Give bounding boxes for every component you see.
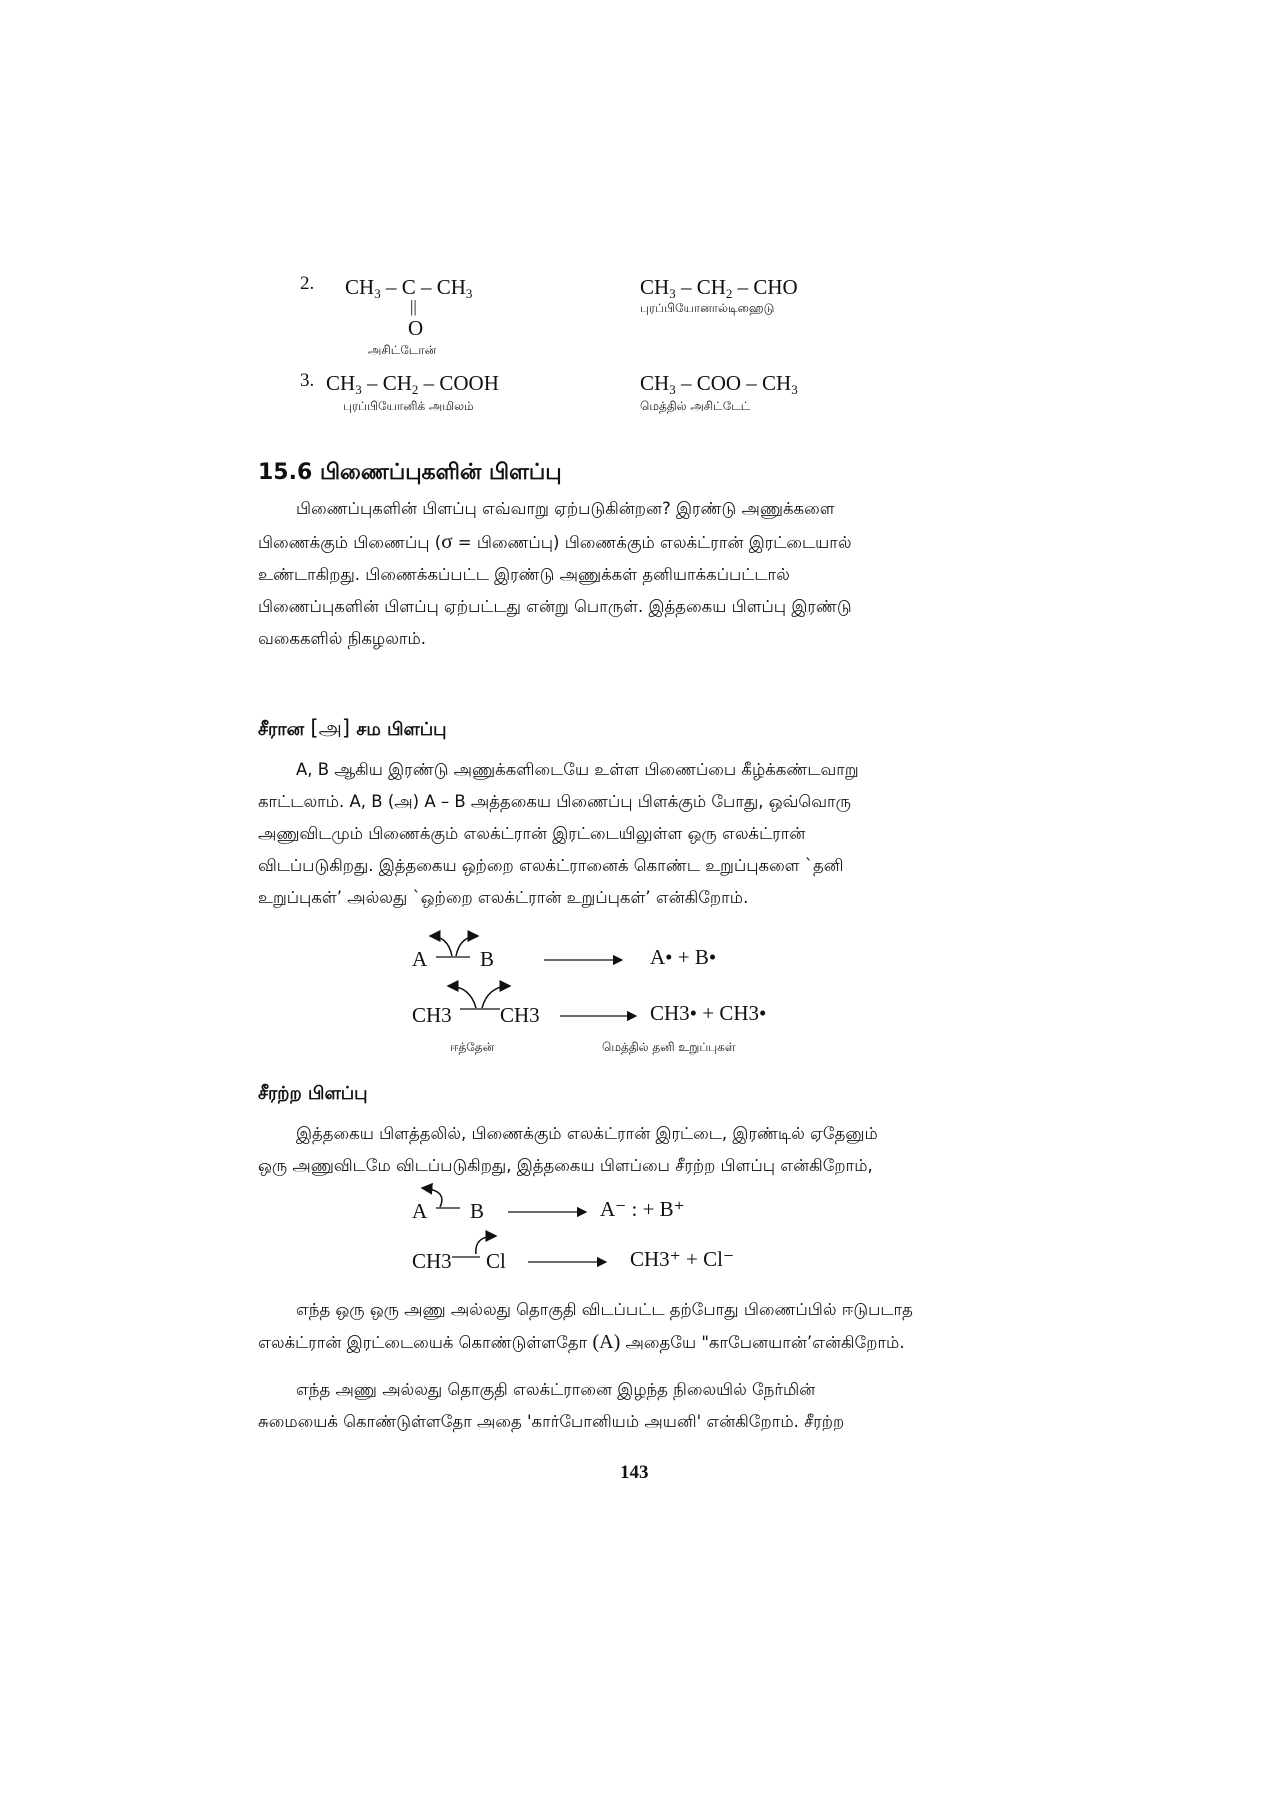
homo-eq2-left-methyl-a (412, 1003, 452, 1028)
carbanion-line-1: எந்த ஒரு ஒரு அணு அல்லது தொகுதி விடப்பட்ட தற்போது பிணைப்பில் ஈடுபடாத (296, 1300, 913, 1319)
homolytic-line-4: விடப்படுகிறது. இத்தகைய ஒற்றை எலக்ட்ரானைக் கொண்ட உறுப்புகளை `தனி (258, 856, 844, 875)
heterolytic-line-1: இத்தகைய பிளத்தலில், பிணைக்கும் எலக்ட்ரான் இரட்டை, இரண்டில் ஏதேனும் (296, 1124, 878, 1143)
intro-line-3: உண்டாகிறது. பிணைக்கப்பட்ட இரண்டு அணுக்கள் தனியாக்கப்பட்டால் (258, 565, 790, 584)
homolytic-line-3: அணுவிடமும் பிணைக்கும் எலக்ட்ரான் இரட்டையிலுள்ள ஒரு எலக்ட்ரான் (258, 824, 806, 843)
item-number-2: 2. (300, 273, 315, 294)
formula-acetone: $CH_3$ – C – $CH_3$ (345, 275, 473, 301)
label-ethane: ஈத்தேன் (450, 1040, 495, 1054)
intro-line-1: பிணைப்புகளின் பிளப்பு எவ்வாறு ஏற்படுகின்றன? இரண்டு அணுக்களை (296, 499, 835, 518)
homo-eq2-left-methyl-b (500, 1003, 540, 1028)
homolytic-line-1: A, B ஆகிய இரண்டு அணுக்களிடையே உள்ள பிணைப்பை கீழ்க்கண்டவாறு (296, 760, 859, 779)
sigma-symbol: σ (441, 529, 453, 553)
hetero-eq1-products: A⁻ : + B⁺ (600, 1197, 685, 1221)
carbanion-line-2a: எலக்ட்ரான் இரட்டையைக் கொண்டுள்ளதோ (258, 1333, 593, 1352)
homo-eq2-left-a-text: CH3 (412, 1003, 452, 1027)
carbonium-paragraph (258, 1374, 1010, 1438)
homo-eq1-products: A• + B• (650, 945, 717, 969)
hetero-eq2-methyl: CH3 (412, 1249, 452, 1273)
homo-eq1-atom-b: B (480, 947, 495, 971)
carbonium-line-2: சுமையைக் கொண்டுள்ளதோ அதை 'கார்போனியம் அயனி' என்கிறோம். சீரற்ற (258, 1412, 845, 1431)
homolytic-paragraph (258, 754, 1010, 914)
carbanion-line-2 (258, 1326, 1010, 1359)
homolytic-heading (258, 716, 447, 743)
homolytic-line-2: காட்டலாம். A, B (அ) A – B அத்தகைய பிணைப்பு பிளக்கும் போது, ஒவ்வொரு (258, 792, 851, 811)
intro-line-2b: = பிணைப்பு) பிணைக்கும் எலக்ட்ரான் இரட்டையால் (452, 533, 852, 552)
homolytic-heading-a: சீரான (258, 719, 311, 740)
curved-arrow-left (430, 936, 452, 956)
hetero-eq1-atom-a: A (412, 1199, 428, 1223)
intro-line-5: வகைகளில் நிகழலாம். (258, 629, 427, 648)
homolytic-line-5: உறுப்புகள்’ அல்லது `ஒற்றை எலக்ட்ரான் உறுப்புகள்’ என்கிறோம். (258, 888, 749, 907)
carbonium-line-1: எந்த அணு அல்லது தொகுதி எலக்ட்ரானை இழந்த நிலையில் நேர்மின் (296, 1380, 816, 1399)
curved-arrow-left-2 (448, 986, 476, 1008)
heterolytic-heading: சீரற்ற பிளப்பு (258, 1083, 368, 1104)
homo-eq1-atom-a: A (412, 947, 428, 971)
name-methyl-acetate: மெத்தில் அசிட்டேட் (640, 399, 751, 413)
name-propionic-acid: புரப்பியோனிக் அமிலம் (343, 399, 474, 413)
formula-methyl-acetate: $CH_3$ – COO – $CH_3$ (640, 371, 798, 397)
carbanion-paragraph (258, 1294, 1010, 1359)
double-bond: || (410, 297, 417, 316)
intro-line-2a: பிணைக்கும் பிணைப்பு ( (258, 533, 442, 552)
carbanion-symbol: (A) (592, 1331, 621, 1353)
name-acetone: அசிட்டோன் (368, 343, 437, 357)
homolytic-heading-b: [அ] (310, 716, 351, 740)
section-title: 15.6 பிணைப்புகளின் பிளப்பு (258, 460, 562, 485)
heterolytic-line-2: ஒரு அணுவிடமே விடப்படுகிறது, இத்தகைய பிளப்பை சீரற்ற பிளப்பு என்கிறோம், (258, 1156, 873, 1175)
intro-paragraph (258, 493, 1010, 655)
homo-eq2-left-b-text: CH3 (500, 1003, 540, 1027)
oxygen-atom: O (408, 316, 424, 340)
curved-arrow-right (456, 936, 478, 956)
intro-line-2 (258, 525, 1010, 559)
heterolytic-paragraph (258, 1118, 1010, 1182)
hetero-eq2-products: CH3⁺ + Cl⁻ (630, 1247, 735, 1271)
carbanion-line-2b: அதையே "காபேனயான்’என்கிறோம். (620, 1333, 905, 1352)
label-methyl-radicals: மெத்தில் தனி உறுப்புகள் (602, 1040, 736, 1054)
intro-line-4: பிணைப்புகளின் பிளப்பு ஏற்பட்டது என்று பொருள். இத்தகைய பிளப்பு இரண்டு (258, 597, 852, 616)
hetero-eq2-chlorine: Cl (486, 1249, 506, 1273)
formula-propionaldehyde: $CH_3 - CH_2$ – CHO (640, 275, 798, 301)
homo-eq2-products: CH3• + CH3• (650, 1001, 767, 1025)
homolytic-heading-c: சம பிளப்பு (350, 719, 447, 740)
page-number: 143 (620, 1462, 649, 1483)
hetero-eq1-atom-b: B (470, 1199, 485, 1223)
name-propionaldehyde: புரப்பியோனால்டிஹைடு (640, 301, 775, 315)
item-number-3: 3. (300, 370, 315, 391)
formula-propionic-acid: $CH_3 - CH_2$ – COOH (326, 371, 499, 397)
